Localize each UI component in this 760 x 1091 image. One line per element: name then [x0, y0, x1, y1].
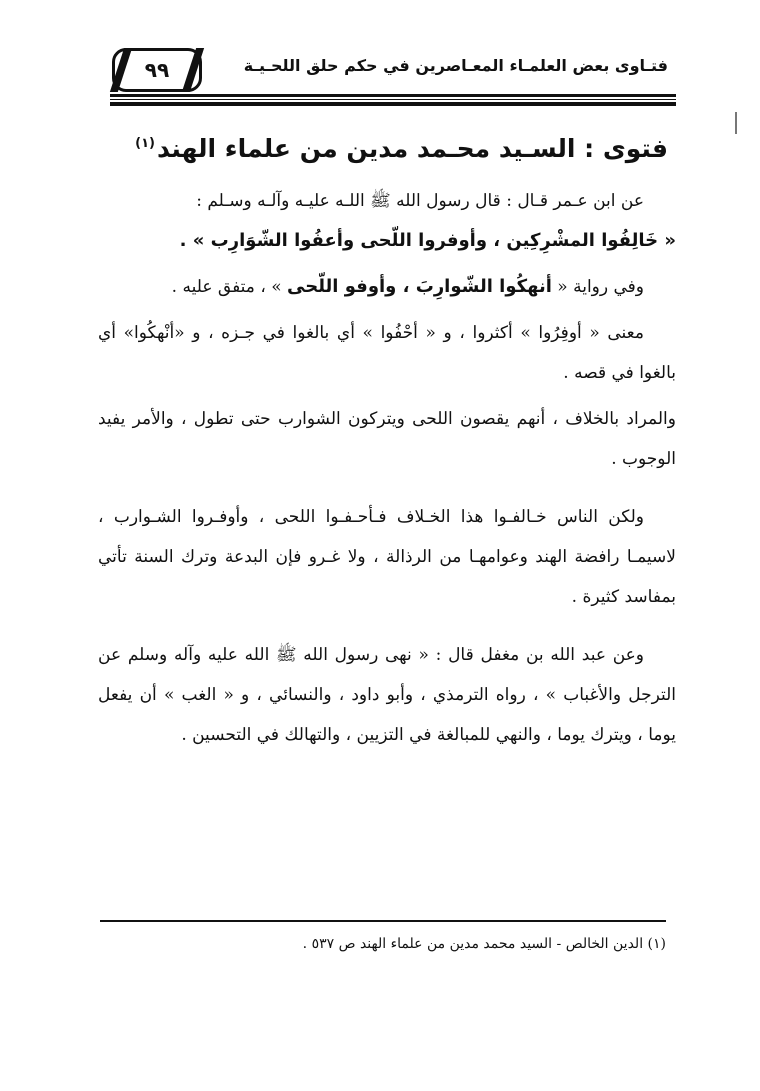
footnote-ref: (١) — [135, 136, 155, 151]
paragraph-narration — [98, 267, 676, 307]
paragraph-abdullah: وعن عبد الله بن مغفل قال : « نهى رسول الله ﷺ الله عليه وآله وسلم عن الترجل والأغباب » ، رواه الترمذي ، وأبو داود ، والنسائي ، و « الغب » أن يفعل يوما ، ويترك يوما ، والنهي للمبالغة في التزيين ، والتهالك في التحسين . — [98, 645, 676, 745]
paragraph-hadith-intro — [98, 181, 676, 261]
margin-mark — [735, 112, 737, 134]
footnote: (١) الدين الخالص - السيد محمد مدين من علماء الهند ص ٥٣٧ . — [302, 936, 666, 952]
badge-left-ornament — [110, 48, 132, 92]
hadith-intro-line: عن ابن عـمر قـال : قال رسول الله ﷺ اللـه عليـه وآلـه وسـلم : — [196, 191, 644, 211]
narration-quote: أنهكُوا الشّوارِبَ ، وأوفو اللّحى — [287, 276, 552, 297]
narration-suffix: » ، متفق عليه . — [171, 277, 288, 297]
hadith-quote: « خَالِفُوا المشْرِكِين ، وأوفروا اللّحى وأعفُوا الشّوَارِب » . — [179, 230, 676, 251]
page-content — [98, 118, 676, 755]
page-number-badge — [112, 48, 202, 92]
header-rule-top — [110, 94, 676, 97]
page-header — [98, 46, 676, 94]
paragraph-intent: والمراد بالخلاف ، أنهم يقصون اللحى ويتركون الشوارب حتى تطول ، والأمر يفيد الوجوب . — [98, 409, 676, 469]
page-number: ٩٩ — [144, 58, 170, 82]
fatwa-heading-text: فتوى : السـيد محـمد مدين من علماء الهند — [156, 134, 668, 163]
badge-right-ornament — [182, 48, 204, 92]
fatwa-heading — [98, 118, 668, 175]
footnote-rule — [100, 920, 666, 922]
narration-prefix: وفي رواية « — [551, 277, 644, 297]
running-title: فتـاوى بعض العلمـاء المعـاصرين في حكم حلق اللحـيـة — [243, 56, 668, 75]
paragraph-meaning: معنى « أوفِرُوا » أكثروا ، و « أحْفُوا » أي بالغوا في جـزه ، و «أنْهكُوا» أي بالغوا في قصه . — [98, 323, 676, 383]
spacer — [98, 479, 676, 497]
spacer — [98, 617, 676, 635]
paragraph-people: ولكن الناس خـالفـوا هذا الخـلاف فـأحـفـوا اللحى ، وأوفـروا الشـوارب ، لاسيمـا رافضة الهند وعوامهـا من الرذالة ، ولا غـرو فإن البدعة وترك السنة تأتي بمفاسد كثيرة . — [98, 507, 676, 607]
header-rule-bottom — [110, 102, 676, 106]
header-rule-middle — [110, 99, 676, 100]
